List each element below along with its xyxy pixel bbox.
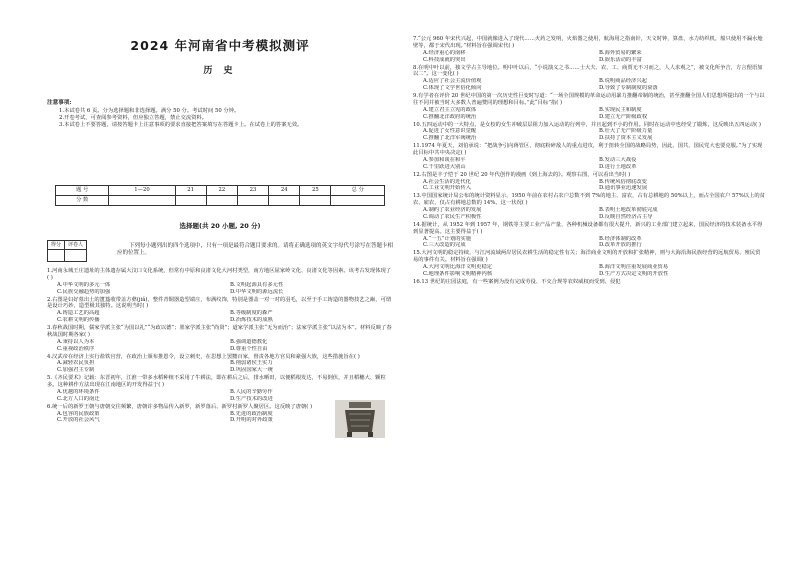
answer-option: B.经济体制的改革: [599, 235, 642, 242]
answer-option: D.巩固国家大一统: [230, 367, 273, 374]
question-stem: 4.汉武帝在经济上实行盐铁官营，在政治上颁布推恩令，设立刺史，在思想上罢黜百家，督责各地方官员和豪强大族，这些措施旨在( ): [47, 353, 360, 360]
answer-option: D.中华文明的源远流长: [230, 288, 284, 295]
score-cell: 1—20: [109, 186, 175, 196]
answer-option: B.海外贸易的繁荣: [599, 49, 642, 56]
score-blank: [175, 196, 206, 206]
question: [47, 375, 393, 403]
answer-option: A.制约了农业经济的发展: [423, 207, 482, 213]
option-list: [47, 282, 393, 296]
answer-option: A.社会生活的近代化: [423, 178, 471, 185]
grader-name-blank: [65, 250, 87, 262]
bronze-vessel-photo: [335, 400, 385, 438]
question: [47, 297, 393, 325]
score-blank: [237, 196, 268, 206]
option-list: [47, 310, 393, 324]
question: [413, 143, 765, 171]
answer-option: C.千里跃进大别山: [423, 163, 466, 170]
score-table-score-row: [56, 196, 385, 206]
answer-option: C.科技成就的突出: [423, 56, 466, 63]
notice-item: 1.本试卷共 6 页。分为选择题和非选择题。满分 50 分。考试时间 50 分钟。: [59, 108, 240, 115]
answer-option: A.铸造工艺的高超: [57, 310, 100, 317]
notice-item: 3.本试卷上不要答题，请按答题卡上注意事项的要求直接把答案填写在答题卡上。在试卷上的答案无效。: [59, 122, 303, 129]
notice-heading: 注意事项:: [47, 100, 72, 106]
question-stem: 3.春秋战国时期，儒家学派主张“为国以礼”“为政以德”；墨家学派主张“尚贤”；道家学派主张“无为而治”；法家学派主张“以法为本”。材料反映了春秋战国时期各家( ): [47, 325, 392, 338]
answer-option: D.冶炼技术的成熟: [230, 317, 273, 324]
question: [413, 122, 765, 143]
question: [413, 172, 765, 193]
question-stem: 6.统一后的新罗王朝与唐朝交往频繁，唐朝许多物品传入新罗，新罗落后、新罗村新罗人聚居区。这反映了唐朝( ): [47, 403, 313, 410]
question-stem: 12.右图是丰子恺于 20 世纪 20 年代创作的漫画《到上海去的》。观察右图，可以看出当时( ): [413, 171, 631, 178]
option-list: [413, 50, 765, 64]
option-list: [47, 360, 393, 374]
section-instruction: 下列每小题列出的四个选项中，只有一项是最符合题目要求的。请将正确选项的英文字母代号涂写在答题卡相应的位置上。: [117, 243, 393, 257]
answer-option: A.参加和谈在和平: [423, 156, 466, 163]
answer-option: C.民族交融趋势的加强: [57, 288, 111, 295]
answer-option: D.改革开放的推行: [599, 242, 642, 249]
grader-box: [47, 240, 87, 262]
answer-option: B.说明商品经济兴起: [599, 78, 647, 85]
option-list: [413, 78, 765, 92]
answer-option: D.尊重个性自由: [230, 345, 268, 352]
option-list: [413, 264, 765, 278]
answer-option: C.推翻了北洋军阀统治: [423, 135, 477, 142]
answer-option: B.表明土地改革彻底完成: [599, 207, 658, 213]
answer-option: B.等级制度的森严: [230, 310, 273, 317]
answer-option: C.推翻北洋政府的统治: [423, 113, 477, 120]
score-cell: 22: [206, 186, 237, 196]
answer-option: A.经济重心的南移: [423, 49, 466, 56]
left-column: [47, 0, 393, 562]
answer-option: B.海洋文明注重发展商业贸易: [599, 264, 669, 270]
question: [413, 222, 765, 250]
grader-name-label: 评卷人: [65, 241, 87, 250]
section-title: 选择题(共 20 小题, 20 分): [179, 222, 261, 230]
question: [47, 325, 393, 353]
question-stem: 8.在明中叶以前，独文学占主导地位。明中叶以后，“小说演义之书……士大夫、农、工、商贾无不习而之，人人求观之”，被文化所争吉，方言俚语加以二”。这一变化( ): [413, 64, 763, 78]
question-stem: 7.“公元 960 年宋代兴起，中国就像进入了现代……火药之发明，火焰器之使用，航海用之指南针，天文时钟，算盘，水力纺织机，船只使用不漏水舱壁等，都于宋代出现。”材料旨在强调宋代( ): [413, 36, 763, 49]
answer-option: C.地理条件影响文明精神内核: [423, 270, 493, 277]
answer-option: B.实现民主和制度: [599, 106, 642, 113]
answer-option: D.进行土地改革: [599, 163, 637, 170]
answer-option: C.加强君主专制: [57, 367, 95, 374]
grader-score-label: 得分: [48, 241, 65, 250]
option-list: [413, 236, 765, 250]
question-stem: 1.河南永城王庄遗址的主体遗存属大汶口文化系统，但常有中原和良渚文化大河村类型，南方地区屈家岭文化、良渚文化等因素。该考古发现体现了( ): [47, 268, 392, 281]
score-blank: [206, 196, 237, 206]
question: [413, 65, 765, 93]
score-table: [55, 185, 385, 206]
option-list: [413, 179, 765, 193]
answer-option: B.壮大了无产阶级力量: [599, 128, 653, 135]
subject-title: 历 史: [203, 66, 237, 76]
question-stem: 15.大河文明的稳定持续，与江河流域两岸居民农耕生活的稳定性有关；海洋商业文明的开放和扩张精神，则与大海沿海民族经营的远航贸易、殖民贸易的事件有关。材料旨在强调( ): [413, 250, 761, 264]
notice-item: 2.开卷考试，可查阅参考资料，但应独立答题，禁止交流资料。: [59, 115, 208, 122]
question: [413, 36, 765, 64]
answer-option: A.包容的民族政策: [57, 410, 100, 417]
answer-option: C.农耕文明的传播: [57, 317, 100, 324]
question: [413, 279, 765, 286]
answer-option: D.生产技术的改进: [230, 395, 273, 402]
score-cell: 总 分: [331, 186, 385, 196]
answer-option: C.北方人口的南迁: [57, 395, 100, 402]
question-stem: 14.据统计，从 1952 年到 1957 年，钢铁等主要工业产品产量、各种机械设备都有很大提升，新兴的工业部门建立起来，国民经济的技术装备水平得到显著提高。这主要得益于( ): [413, 221, 763, 235]
question-stem: 5.《齐民要术》记载：东晋初年，江淮一带多水稻种植不采用了牛耕法，即在耕后之后，排水晒田，以便稻根发达，不易倒伏，并且稻穗大、颗粒多。这种耕作方法出现在江南地区的开发得益于( ): [47, 375, 386, 388]
answer-option: D.通讯事业迅速发展: [599, 185, 648, 192]
answer-option: A.大河文明比海洋文明更稳定: [423, 264, 493, 270]
answer-option: B.人民的辛勤劳作: [230, 388, 273, 395]
answer-option: A.优越的环境条件: [57, 388, 100, 395]
question-stem: 10.五四运动中的一大特点，是女校的女生冲破层层阻力加入运动的行列中，并且起到不小的作用。同时在运动中也经受了锻炼，这反映出五四运动( ): [413, 121, 761, 128]
score-cell: 题 号: [56, 186, 109, 196]
score-table-header-row: [56, 186, 385, 196]
option-list: [413, 107, 765, 121]
answer-option: C.三大改造的完成: [423, 242, 466, 249]
question-stem: 13.中国国家统计局公布的统计资料显示，1950 年前在农村占农户总数不到 7%的地主、富农，占有总耕地的 50%以上，而占全国农户 57%以上的贫农、雇农，仅占有耕地总数的 14%。这一状况( ): [413, 193, 765, 207]
answer-option: A.促进了女性意识觉醒: [423, 128, 477, 135]
answer-option: C.工业文明开始传入: [423, 185, 471, 192]
score-blank: [331, 196, 385, 206]
answer-option: A.适应了社会主流价值观: [423, 78, 482, 85]
answer-option: A.“一五”计划的实施: [423, 235, 472, 242]
answer-option: D.反映自然经济占主导: [599, 213, 653, 220]
question: [47, 354, 393, 375]
question: [47, 268, 393, 296]
exam-title: 2024 年河南省中考模拟测评: [130, 38, 310, 53]
question-list-right: [413, 36, 765, 287]
question-stem: 9.有学者在评价 20 世纪中国的第一次历史性巨变时写道：“一场全国规模的革命运动用暴力推翻帝制的统治，甚至推翻全国人们思想所提出的一个与以往不同并被当时大多数人普遍赞同的理想和目标。”此“目标”指( ): [413, 93, 765, 106]
answer-option: B.传统风俗彻底改变: [599, 178, 647, 185]
answer-option: A.中华文明的多元一体: [57, 281, 111, 288]
answer-option: D.扶持了资本主义发展: [599, 135, 653, 142]
answer-option: B.强调道德教化: [230, 338, 268, 345]
answer-option: B.发动三大战役: [599, 156, 637, 163]
score-row-label: 分 数: [56, 196, 109, 206]
answer-option: D.生产方式决定文明的开放性: [599, 270, 669, 277]
answer-option: B.先进的政治制度: [230, 410, 273, 417]
score-blank: [269, 196, 300, 206]
answer-option: A.秉持以人为本: [57, 338, 95, 345]
answer-option: D.开明的对外政策: [230, 417, 273, 424]
score-cell: 24: [269, 186, 300, 196]
option-list: [413, 128, 765, 142]
answer-option: B.文明起源具有多元性: [230, 281, 284, 288]
option-list: [413, 207, 765, 221]
score-cell: 21: [175, 186, 206, 196]
question: [413, 93, 765, 121]
question: [413, 250, 765, 278]
question-stem: 16.13 世纪的庄园法庭，有一些案例为没有完成劳役、不交合规等农奴威权而受到、侵犯: [413, 278, 621, 285]
score-blank: [109, 196, 175, 206]
right-column: [413, 0, 765, 562]
grader-score-blank: [48, 250, 65, 262]
answer-option: A.建立君主立宪的政体: [423, 106, 477, 113]
answer-option: C.调动了农民生产积极性: [423, 213, 482, 220]
answer-option: D.建立无产阶级政权: [599, 113, 648, 120]
answer-option: B.削弱诸侯王实力: [230, 360, 273, 367]
answer-option: A.减轻农民负担: [57, 360, 95, 367]
answer-option: C.重视政治秩序: [57, 345, 95, 352]
question: [413, 193, 765, 221]
notice-block: [47, 100, 393, 129]
score-blank: [300, 196, 331, 206]
question-stem: 2.右图是妇好墓出土的簠簋收带盖方彝(jiǎ)，整件青铜器造型端庄，布满纹饰，特别是器盖一对一对的羽毛，以至于手工铸造的器物技艺之巅，可谓是设计巧妙，造型极其独特。这说明当时( ): [47, 296, 392, 310]
option-list: [413, 157, 765, 171]
answer-option: D.导致了专制制度的衰落: [599, 85, 658, 92]
question-stem: 11.1974 年夏天，刘伯承说：“把战争引向蒋管区，彻底粉碎敌人的重点进攻，利于扭转全国的战略局势，因此，国共，国民党大也要克服。”为了实现此目标中共中央决定( ): [413, 143, 763, 156]
answer-option: D.娱乐活动的丰富: [599, 56, 642, 63]
answer-option: C.体现了文学世俗化倾向: [423, 85, 482, 92]
option-list: [47, 339, 393, 353]
score-cell: 23: [237, 186, 268, 196]
answer-option: C.开放的社会风气: [57, 417, 100, 424]
score-cell: 25: [300, 186, 331, 196]
